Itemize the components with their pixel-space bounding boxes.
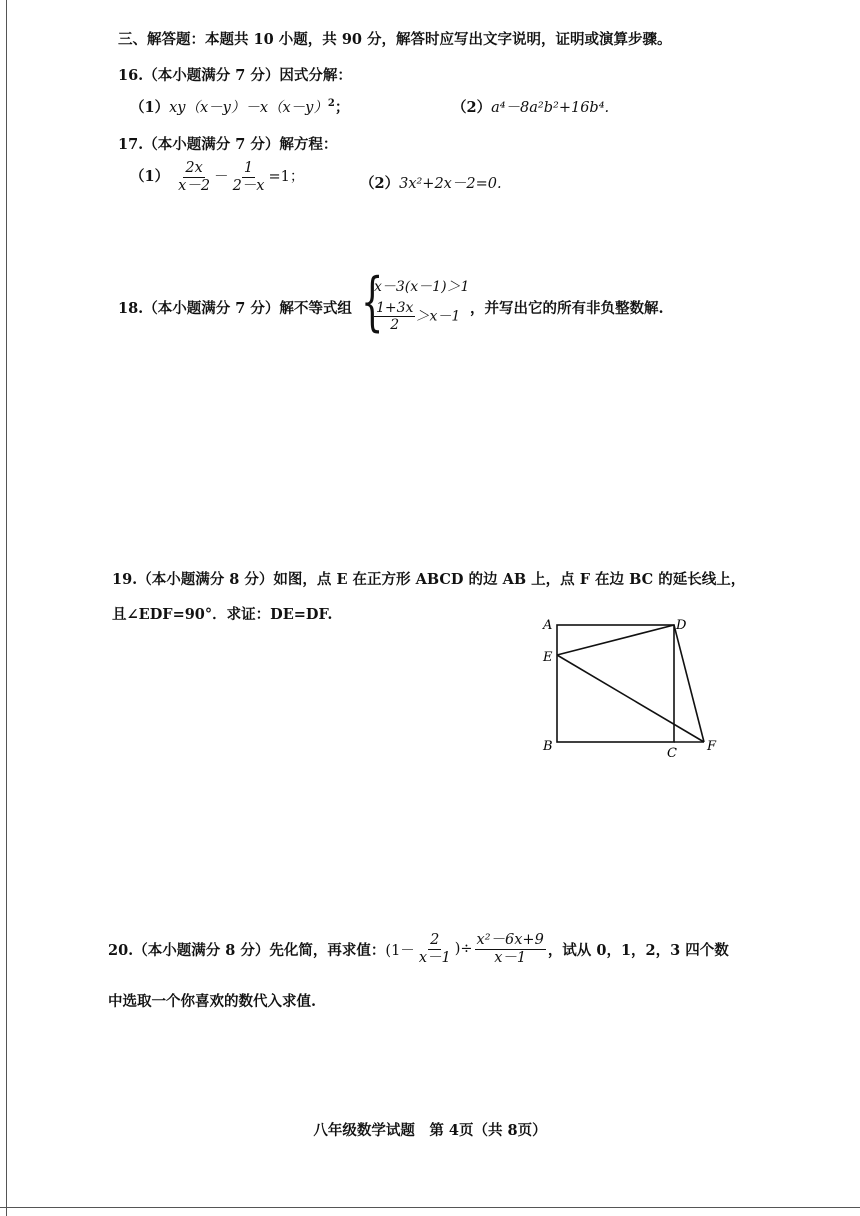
q17-part2-expr: 3x²+2x－2=0. bbox=[399, 176, 502, 192]
q19-square-figure bbox=[535, 612, 735, 762]
q16-part1-label: （1） bbox=[130, 99, 170, 116]
q18-suffix: ，并写出它的所有非负整数解. bbox=[470, 300, 664, 317]
q18-prefix: 18.（本小题满分 7 分）解不等式组 bbox=[118, 300, 352, 317]
label-b: B bbox=[543, 739, 553, 754]
q18-inequality-1: x－3(x－1)＞1 bbox=[374, 279, 470, 295]
segment-ed bbox=[557, 625, 674, 655]
q16-part1-end: ； bbox=[334, 99, 350, 116]
q17-fraction-2-numerator: 1 bbox=[243, 160, 254, 176]
q17-fraction-1-numerator: 2x bbox=[185, 160, 203, 176]
q20-line-2: 中选取一个你喜欢的数代入求值. bbox=[108, 993, 317, 1010]
q20-expr-divide: )÷ bbox=[454, 941, 473, 958]
q17-part1-label: （1） bbox=[130, 168, 170, 186]
square-abcd bbox=[557, 625, 674, 742]
page-footer: 八年级数学试题 第 4页（共 8页） bbox=[313, 1122, 547, 1139]
page-border-bottom bbox=[0, 1207, 860, 1208]
q16-part2-expr: a⁴－8a²b²+16b⁴. bbox=[491, 100, 610, 116]
page-border-left bbox=[6, 0, 7, 1216]
q20-fraction-2-numerator: x²－6x+9 bbox=[476, 932, 544, 948]
q20-fraction-1-denominator: x－1 bbox=[418, 949, 451, 966]
q17-fraction-2 bbox=[231, 160, 267, 194]
q17-part2-label: （2） bbox=[360, 175, 400, 192]
q18-inequality-2-rhs: ＞x－1 bbox=[415, 308, 461, 325]
q16-part2-label: （2） bbox=[452, 99, 492, 116]
q17-fraction-1 bbox=[176, 160, 212, 194]
q20-fraction-2-denominator: x－1 bbox=[494, 949, 527, 966]
q18-brace: { bbox=[361, 265, 384, 339]
q16-part1 bbox=[130, 96, 349, 117]
q16-part1-exponent: 2 bbox=[327, 98, 335, 110]
q20-fraction-1-numerator: 2 bbox=[430, 932, 440, 948]
q19-line-1: 19.（本小题满分 8 分）如图，点 E 在正方形 ABCD 的边 AB 上，点 F 在边 BC 的延长线上， bbox=[112, 571, 746, 588]
q17-part1-rhs: =1； bbox=[268, 169, 305, 186]
segment-ef bbox=[557, 655, 704, 742]
q18-fraction-numerator: 1+3x bbox=[376, 300, 414, 316]
q20-prefix: 20.（本小题满分 8 分）先化简，再求值： bbox=[108, 941, 386, 959]
q20-fraction-1 bbox=[417, 932, 453, 966]
q18-inequality-2 bbox=[374, 300, 460, 333]
q16-part2 bbox=[452, 96, 609, 117]
q17-title: 17.（本小题满分 7 分）解方程： bbox=[118, 136, 338, 153]
q17-fraction-2-denominator: 2－x bbox=[232, 177, 265, 194]
q16-part1-expr: xy（x－y）－x（x－y） bbox=[169, 100, 328, 116]
q16-title: 16.（本小题满分 7 分）因式分解： bbox=[118, 67, 352, 84]
label-d: D bbox=[676, 618, 687, 633]
label-e: E bbox=[543, 650, 553, 665]
q19-line-2: 且∠EDF=90°．求证：DE=DF. bbox=[112, 606, 333, 623]
q18-fraction-denominator: 2 bbox=[390, 317, 400, 334]
label-c: C bbox=[667, 746, 677, 761]
q20-fraction-2 bbox=[475, 932, 546, 966]
label-f: F bbox=[707, 739, 717, 754]
q20-expr-open: (1－ bbox=[385, 942, 415, 959]
q18-fraction bbox=[374, 300, 415, 333]
q17-minus-sign: － bbox=[214, 169, 229, 186]
q17-part1 bbox=[130, 160, 304, 194]
section-heading: 三、解答题：本题共 10 小题，共 90 分，解答时应写出文字说明，证明或演算步骤。 bbox=[118, 31, 672, 48]
q17-fraction-1-denominator: x－2 bbox=[178, 177, 211, 194]
segment-df bbox=[674, 625, 704, 742]
q20-line-1 bbox=[108, 932, 729, 966]
label-a: A bbox=[543, 618, 553, 633]
q17-part2 bbox=[360, 172, 502, 193]
q20-suffix: ，试从 0，1，2，3 四个数 bbox=[547, 941, 729, 959]
